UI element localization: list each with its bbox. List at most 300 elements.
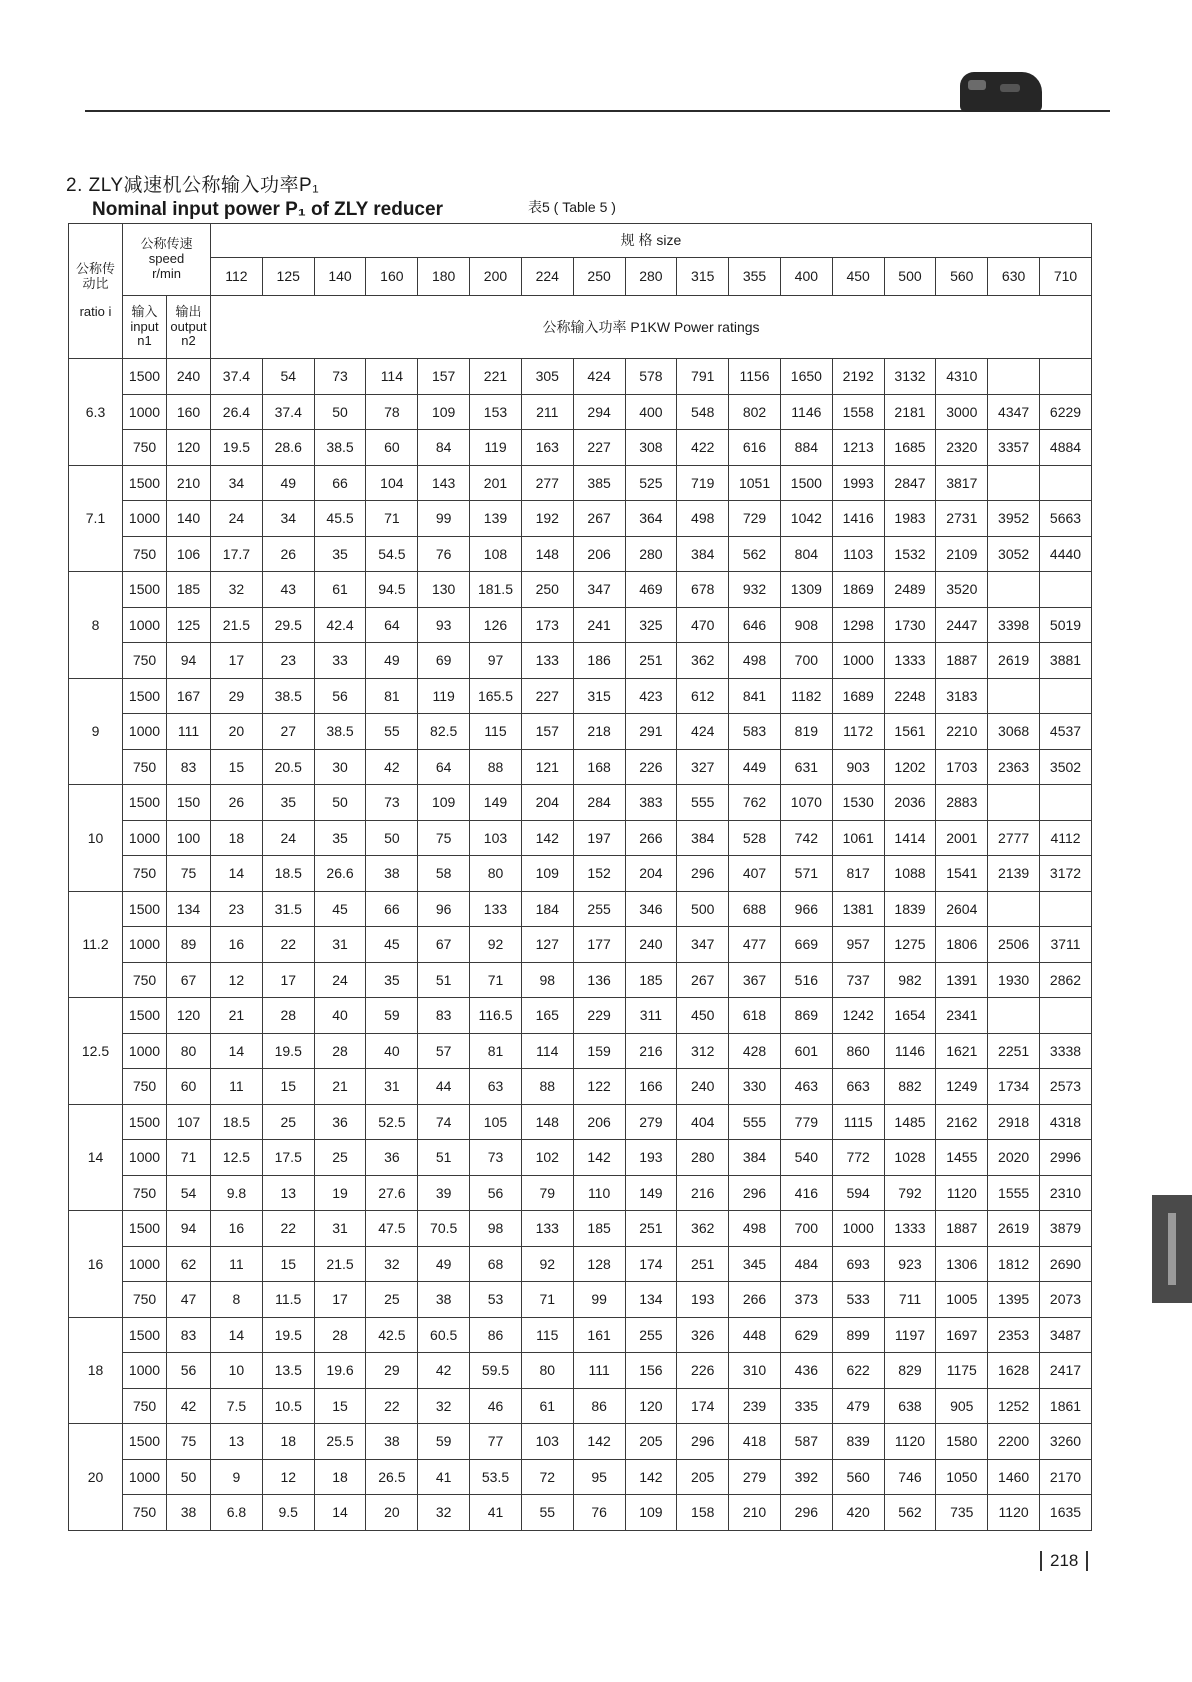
power-value-cell xyxy=(988,785,1040,821)
power-value-cell: 791 xyxy=(677,359,729,395)
power-value-cell: 4112 xyxy=(1040,820,1092,856)
table-row xyxy=(69,1353,1092,1389)
power-value-cell: 42 xyxy=(366,749,418,785)
power-value-cell: 15 xyxy=(262,1069,314,1105)
power-value-cell: 2363 xyxy=(988,749,1040,785)
ratio-header-en: ratio i xyxy=(79,304,112,320)
power-value-cell: 136 xyxy=(573,962,625,998)
power-value-cell: 367 xyxy=(729,962,781,998)
power-value-cell: 1530 xyxy=(832,785,884,821)
power-value-cell: 663 xyxy=(832,1069,884,1105)
power-value-cell: 99 xyxy=(418,501,470,537)
size-header: 规 格 size xyxy=(211,224,1092,258)
power-value-cell: 133 xyxy=(521,1211,573,1247)
power-value-cell: 192 xyxy=(521,501,573,537)
output-speed-cell: 71 xyxy=(167,1140,211,1176)
power-value-cell: 99 xyxy=(573,1282,625,1318)
power-value-cell: 157 xyxy=(521,714,573,750)
input-speed-cell: 1500 xyxy=(123,678,167,714)
output-speed-cell: 38 xyxy=(167,1495,211,1531)
power-value-cell: 616 xyxy=(729,430,781,466)
power-value-cell: 2604 xyxy=(936,891,988,927)
power-value-cell: 36 xyxy=(366,1140,418,1176)
power-value-cell: 18 xyxy=(262,1424,314,1460)
table-row xyxy=(69,1246,1092,1282)
power-value-cell: 22 xyxy=(366,1388,418,1424)
power-value-cell: 69 xyxy=(418,643,470,679)
ratio-cell: 20 xyxy=(69,1424,123,1531)
power-value-cell: 71 xyxy=(521,1282,573,1318)
power-value-cell: 1993 xyxy=(832,465,884,501)
power-value-cell: 4537 xyxy=(1040,714,1092,750)
table-row xyxy=(69,1424,1092,1460)
power-value-cell: 16 xyxy=(211,927,263,963)
reducer-logo-icon xyxy=(960,72,1042,112)
power-value-cell: 14 xyxy=(314,1495,366,1531)
input-speed-cell: 750 xyxy=(123,856,167,892)
power-value-cell: 424 xyxy=(677,714,729,750)
power-value-cell: 1042 xyxy=(780,501,832,537)
power-value-cell: 294 xyxy=(573,394,625,430)
output-speed-cell: 210 xyxy=(167,465,211,501)
input-speed-cell: 750 xyxy=(123,1388,167,1424)
power-value-cell xyxy=(988,572,1040,608)
power-value-cell: 737 xyxy=(832,962,884,998)
input-speed-cell: 750 xyxy=(123,430,167,466)
power-value-cell: 392 xyxy=(780,1459,832,1495)
power-value-cell: 22 xyxy=(262,927,314,963)
power-value-cell: 63 xyxy=(470,1069,522,1105)
power-value-cell xyxy=(988,359,1040,395)
power-value-cell: 669 xyxy=(780,927,832,963)
power-value-cell: 819 xyxy=(780,714,832,750)
power-value-cell: 206 xyxy=(573,536,625,572)
power-value-cell: 55 xyxy=(521,1495,573,1531)
power-value-cell: 130 xyxy=(418,572,470,608)
power-value-cell: 24 xyxy=(262,820,314,856)
power-value-cell xyxy=(988,678,1040,714)
output-speed-cell: 94 xyxy=(167,643,211,679)
power-value-cell: 2162 xyxy=(936,1104,988,1140)
power-value-cell: 2847 xyxy=(884,465,936,501)
power-value-cell: 2573 xyxy=(1040,1069,1092,1105)
power-value-cell: 2200 xyxy=(988,1424,1040,1460)
power-value-cell: 2619 xyxy=(988,643,1040,679)
side-tab-marker xyxy=(1152,1195,1192,1303)
power-value-cell: 2210 xyxy=(936,714,988,750)
power-value-cell: 533 xyxy=(832,1282,884,1318)
power-value-cell: 22 xyxy=(262,1211,314,1247)
power-value-cell: 1869 xyxy=(832,572,884,608)
power-value-cell xyxy=(1040,572,1092,608)
power-value-cell: 92 xyxy=(521,1246,573,1282)
power-value-cell: 469 xyxy=(625,572,677,608)
power-value-cell: 4318 xyxy=(1040,1104,1092,1140)
power-value-cell: 882 xyxy=(884,1069,936,1105)
power-value-cell: 122 xyxy=(573,1069,625,1105)
power-value-cell: 583 xyxy=(729,714,781,750)
power-value-cell: 142 xyxy=(625,1459,677,1495)
power-value-cell: 35 xyxy=(314,536,366,572)
power-value-cell: 59.5 xyxy=(470,1353,522,1389)
input-speed-cell: 1500 xyxy=(123,891,167,927)
size-column-header: 140 xyxy=(314,258,366,296)
power-value-cell: 166 xyxy=(625,1069,677,1105)
section-heading xyxy=(66,170,443,221)
ratio-cell: 12.5 xyxy=(69,998,123,1105)
input-speed-cell: 1500 xyxy=(123,785,167,821)
power-value-cell: 20.5 xyxy=(262,749,314,785)
power-value-cell: 35 xyxy=(262,785,314,821)
power-value-cell: 1561 xyxy=(884,714,936,750)
power-value-cell: 2862 xyxy=(1040,962,1092,998)
power-value-cell: 134 xyxy=(625,1282,677,1318)
power-value-cell: 38 xyxy=(366,856,418,892)
size-column-header: 125 xyxy=(262,258,314,296)
table-row xyxy=(69,998,1092,1034)
power-value-cell: 104 xyxy=(366,465,418,501)
power-value-cell: 1414 xyxy=(884,820,936,856)
power-value-cell: 779 xyxy=(780,1104,832,1140)
power-value-cell: 1689 xyxy=(832,678,884,714)
power-value-cell: 1500 xyxy=(780,465,832,501)
power-value-cell: 14 xyxy=(211,1317,263,1353)
power-value-cell: 51 xyxy=(418,1140,470,1176)
power-value-cell: 869 xyxy=(780,998,832,1034)
input-speed-cell: 750 xyxy=(123,536,167,572)
power-value-cell: 80 xyxy=(470,856,522,892)
power-value-cell xyxy=(1040,785,1092,821)
power-value-cell: 54 xyxy=(262,359,314,395)
power-value-cell: 19.5 xyxy=(211,430,263,466)
power-value-cell: 631 xyxy=(780,749,832,785)
power-value-cell: 47.5 xyxy=(366,1211,418,1247)
power-value-cell: 1887 xyxy=(936,643,988,679)
power-value-cell: 186 xyxy=(573,643,625,679)
power-value-cell: 98 xyxy=(470,1211,522,1247)
power-value-cell: 2619 xyxy=(988,1211,1040,1247)
table-row xyxy=(69,678,1092,714)
power-value-cell: 310 xyxy=(729,1353,781,1389)
power-value-cell: 612 xyxy=(677,678,729,714)
input-speed-header: 输入 input n1 xyxy=(123,296,167,359)
power-value-cell: 17 xyxy=(211,643,263,679)
power-value-cell: 73 xyxy=(366,785,418,821)
output-speed-cell: 125 xyxy=(167,607,211,643)
power-value-cell: 13 xyxy=(262,1175,314,1211)
power-value-cell: 32 xyxy=(418,1388,470,1424)
power-value-cell: 250 xyxy=(521,572,573,608)
power-value-cell: 1146 xyxy=(780,394,832,430)
power-value-cell: 284 xyxy=(573,785,625,821)
power-value-cell: 255 xyxy=(573,891,625,927)
power-value-cell: 1455 xyxy=(936,1140,988,1176)
power-value-cell: 1621 xyxy=(936,1033,988,1069)
ratio-cell: 16 xyxy=(69,1211,123,1318)
power-value-cell: 11 xyxy=(211,1069,263,1105)
power-value-cell: 71 xyxy=(470,962,522,998)
power-value-cell: 64 xyxy=(366,607,418,643)
power-value-cell: 19.5 xyxy=(262,1033,314,1069)
power-value-cell: 34 xyxy=(262,501,314,537)
size-column-header: 280 xyxy=(625,258,677,296)
power-value-cell: 109 xyxy=(521,856,573,892)
power-value-cell: 28.6 xyxy=(262,430,314,466)
input-speed-cell: 1500 xyxy=(123,572,167,608)
power-value-cell: 139 xyxy=(470,501,522,537)
power-value-cell: 267 xyxy=(573,501,625,537)
power-value-cell: 49 xyxy=(262,465,314,501)
ratio-cell: 8 xyxy=(69,572,123,679)
power-value-cell: 221 xyxy=(470,359,522,395)
power-value-cell: 562 xyxy=(884,1495,936,1531)
power-value-cell: 66 xyxy=(314,465,366,501)
power-value-cell: 14 xyxy=(211,856,263,892)
input-speed-cell: 750 xyxy=(123,1282,167,1318)
power-value-cell: 39 xyxy=(418,1175,470,1211)
table-row xyxy=(69,501,1092,537)
ratio-cell: 14 xyxy=(69,1104,123,1211)
power-value-cell: 1650 xyxy=(780,359,832,395)
power-value-cell: 82.5 xyxy=(418,714,470,750)
power-value-cell: 3711 xyxy=(1040,927,1092,963)
input-speed-cell: 1000 xyxy=(123,501,167,537)
power-value-cell: 114 xyxy=(366,359,418,395)
power-value-cell: 240 xyxy=(625,927,677,963)
power-value-cell: 1730 xyxy=(884,607,936,643)
power-value-cell: 38.5 xyxy=(314,430,366,466)
size-column-header: 112 xyxy=(211,258,263,296)
power-value-cell: 56 xyxy=(470,1175,522,1211)
power-value-cell: 571 xyxy=(780,856,832,892)
power-value-cell: 110 xyxy=(573,1175,625,1211)
power-value-cell xyxy=(1040,465,1092,501)
power-value-cell: 1306 xyxy=(936,1246,988,1282)
power-value-cell xyxy=(1040,891,1092,927)
power-value-cell: 1115 xyxy=(832,1104,884,1140)
power-value-cell: 347 xyxy=(573,572,625,608)
table-row xyxy=(69,820,1092,856)
power-value-cell: 157 xyxy=(418,359,470,395)
power-value-cell: 58 xyxy=(418,856,470,892)
power-value-cell: 982 xyxy=(884,962,936,998)
power-value-cell: 2248 xyxy=(884,678,936,714)
power-value-cell: 74 xyxy=(418,1104,470,1140)
power-value-cell: 1839 xyxy=(884,891,936,927)
power-value-cell: 1685 xyxy=(884,430,936,466)
power-value-cell: 267 xyxy=(677,962,729,998)
power-value-cell: 2690 xyxy=(1040,1246,1092,1282)
size-column-header: 500 xyxy=(884,258,936,296)
power-value-cell: 26.4 xyxy=(211,394,263,430)
table-row xyxy=(69,1033,1092,1069)
power-value-cell: 2109 xyxy=(936,536,988,572)
ratio-cell: 10 xyxy=(69,785,123,892)
power-value-cell: 40 xyxy=(314,998,366,1034)
power-value-cell: 12.5 xyxy=(211,1140,263,1176)
power-value-cell: 111 xyxy=(573,1353,625,1389)
power-value-cell: 646 xyxy=(729,607,781,643)
power-value-cell: 594 xyxy=(832,1175,884,1211)
power-value-cell: 326 xyxy=(677,1317,729,1353)
power-value-cell: 204 xyxy=(625,856,677,892)
power-value-cell: 109 xyxy=(625,1495,677,1531)
output-speed-cell: 42 xyxy=(167,1388,211,1424)
power-value-cell: 266 xyxy=(729,1282,781,1318)
power-value-cell: 51 xyxy=(418,962,470,998)
power-value-cell: 384 xyxy=(677,536,729,572)
power-value-cell: 148 xyxy=(521,1104,573,1140)
power-value-cell: 498 xyxy=(677,501,729,537)
power-value-cell: 1555 xyxy=(988,1175,1040,1211)
power-value-cell: 21.5 xyxy=(314,1246,366,1282)
power-value-cell: 1309 xyxy=(780,572,832,608)
power-value-cell: 27 xyxy=(262,714,314,750)
power-value-cell: 11.5 xyxy=(262,1282,314,1318)
speed-header-en: speed xyxy=(148,251,185,267)
power-value-cell: 555 xyxy=(729,1104,781,1140)
power-value-cell: 1558 xyxy=(832,394,884,430)
power-value-cell: 428 xyxy=(729,1033,781,1069)
output-speed-cell: 83 xyxy=(167,1317,211,1353)
power-value-cell: 2001 xyxy=(936,820,988,856)
power-value-cell: 450 xyxy=(677,998,729,1034)
power-value-cell: 24 xyxy=(211,501,263,537)
power-value-cell: 1249 xyxy=(936,1069,988,1105)
power-value-cell: 97 xyxy=(470,643,522,679)
power-value-cell: 1333 xyxy=(884,643,936,679)
size-column-header: 560 xyxy=(936,258,988,296)
power-value-cell: 1697 xyxy=(936,1317,988,1353)
power-value-cell: 94.5 xyxy=(366,572,418,608)
power-value-cell: 32 xyxy=(366,1246,418,1282)
power-value-cell: 10 xyxy=(211,1353,263,1389)
power-value-cell: 1156 xyxy=(729,359,781,395)
output-speed-cell: 120 xyxy=(167,430,211,466)
power-value-cell: 229 xyxy=(573,998,625,1034)
power-value-cell: 638 xyxy=(884,1388,936,1424)
ratio-cell: 9 xyxy=(69,678,123,785)
power-value-cell: 2417 xyxy=(1040,1353,1092,1389)
power-value-cell: 266 xyxy=(625,820,677,856)
power-value-cell: 841 xyxy=(729,678,781,714)
input-speed-cell: 1000 xyxy=(123,820,167,856)
power-value-cell: 165 xyxy=(521,998,573,1034)
power-value-cell: 17 xyxy=(314,1282,366,1318)
power-value-cell: 279 xyxy=(625,1104,677,1140)
power-value-cell: 1635 xyxy=(1040,1495,1092,1531)
power-value-cell: 108 xyxy=(470,536,522,572)
output-speed-cell: 56 xyxy=(167,1353,211,1389)
output-speed-cell: 120 xyxy=(167,998,211,1034)
power-value-cell: 17.5 xyxy=(262,1140,314,1176)
power-value-cell: 56 xyxy=(314,678,366,714)
output-speed-cell: 140 xyxy=(167,501,211,537)
output-speed-cell: 50 xyxy=(167,1459,211,1495)
output-speed-cell: 54 xyxy=(167,1175,211,1211)
power-value-cell: 345 xyxy=(729,1246,781,1282)
power-value-cell: 1861 xyxy=(1040,1388,1092,1424)
table-row xyxy=(69,1459,1092,1495)
power-value-cell: 81 xyxy=(470,1033,522,1069)
input-speed-cell: 1000 xyxy=(123,714,167,750)
power-value-cell: 15 xyxy=(211,749,263,785)
power-value-cell: 114 xyxy=(521,1033,573,1069)
power-value-cell: 73 xyxy=(470,1140,522,1176)
power-value-cell: 71 xyxy=(366,501,418,537)
power-value-cell: 76 xyxy=(573,1495,625,1531)
power-value-cell: 206 xyxy=(573,1104,625,1140)
power-value-cell: 3817 xyxy=(936,465,988,501)
output-speed-cell: 75 xyxy=(167,856,211,892)
table-row xyxy=(69,1069,1092,1105)
power-value-cell: 678 xyxy=(677,572,729,608)
output-speed-cell: 60 xyxy=(167,1069,211,1105)
power-value-cell: 291 xyxy=(625,714,677,750)
power-value-cell: 66 xyxy=(366,891,418,927)
power-value-cell: 2073 xyxy=(1040,1282,1092,1318)
power-value-cell: 2139 xyxy=(988,856,1040,892)
power-value-cell: 277 xyxy=(521,465,573,501)
power-value-cell: 68 xyxy=(470,1246,522,1282)
power-value-cell: 46 xyxy=(470,1388,522,1424)
ratio-header xyxy=(69,224,123,359)
power-value-cell: 305 xyxy=(521,359,573,395)
power-value-cell: 36 xyxy=(314,1104,366,1140)
power-value-cell: 6229 xyxy=(1040,394,1092,430)
power-value-cell: 373 xyxy=(780,1282,832,1318)
power-value-cell: 148 xyxy=(521,536,573,572)
power-value-cell: 1051 xyxy=(729,465,781,501)
output-speed-cell: 89 xyxy=(167,927,211,963)
power-value-cell: 42.4 xyxy=(314,607,366,643)
power-value-cell: 45 xyxy=(366,927,418,963)
input-speed-cell: 1500 xyxy=(123,1424,167,1460)
power-value-cell: 347 xyxy=(677,927,729,963)
power-value-cell: 463 xyxy=(780,1069,832,1105)
input-speed-cell: 1500 xyxy=(123,998,167,1034)
power-value-cell: 50 xyxy=(314,394,366,430)
power-value-cell: 32 xyxy=(418,1495,470,1531)
power-value-cell: 88 xyxy=(470,749,522,785)
power-value-cell: 25.5 xyxy=(314,1424,366,1460)
power-value-cell: 159 xyxy=(573,1033,625,1069)
power-value-cell: 884 xyxy=(780,430,832,466)
power-value-cell: 38.5 xyxy=(314,714,366,750)
power-value-cell: 115 xyxy=(470,714,522,750)
power-value-cell: 53.5 xyxy=(470,1459,522,1495)
power-value-cell: 1654 xyxy=(884,998,936,1034)
power-value-cell: 55 xyxy=(366,714,418,750)
table-row xyxy=(69,1317,1092,1353)
power-value-cell: 149 xyxy=(625,1175,677,1211)
power-value-cell: 688 xyxy=(729,891,781,927)
power-value-cell: 448 xyxy=(729,1317,781,1353)
power-value-cell: 802 xyxy=(729,394,781,430)
power-value-cell: 81 xyxy=(366,678,418,714)
power-value-cell: 84 xyxy=(418,430,470,466)
power-value-cell: 9.8 xyxy=(211,1175,263,1211)
power-value-cell: 335 xyxy=(780,1388,832,1424)
power-value-cell: 210 xyxy=(729,1495,781,1531)
power-value-cell: 1175 xyxy=(936,1353,988,1389)
power-value-cell: 3132 xyxy=(884,359,936,395)
power-value-cell: 762 xyxy=(729,785,781,821)
power-value-cell: 239 xyxy=(729,1388,781,1424)
power-value-cell: 158 xyxy=(677,1495,729,1531)
power-value-cell: 416 xyxy=(780,1175,832,1211)
ratio-cell: 7.1 xyxy=(69,465,123,572)
